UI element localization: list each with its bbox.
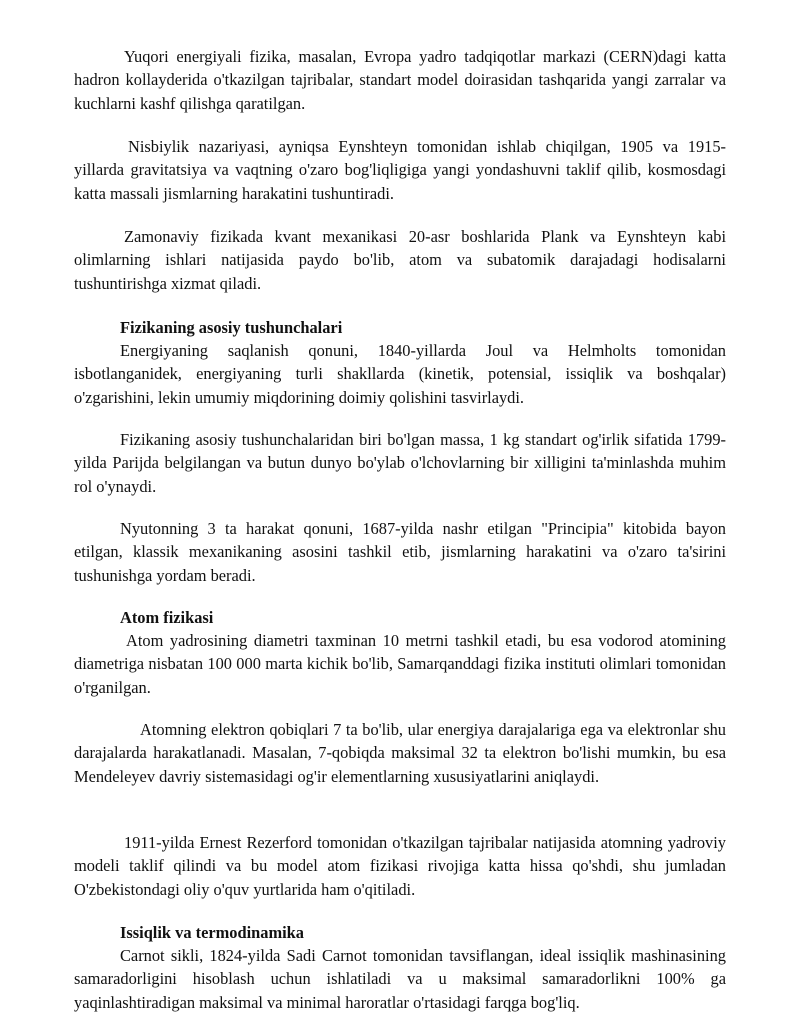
document-page <box>74 0 726 1035</box>
paragraph-newton-laws: Nyutonning 3 ta harakat qonuni, 1687-yilda nashr etilgan "Principia" kitobida bayon etilgan, klassik mexanikaning asosini tashkil etib, jismlarning harakatini va o'zaro ta'sirini tushunishga yordam beradi. <box>74 519 726 585</box>
paragraph-electron-shells: Atomning elektron qobiqlari 7 ta bo'lib, ular energiya darajalariga ega va elektronlar shu darajalarda harakatlanadi. Masalan, 7-qobiqda maksimal 32 ta elektron bo'lishi mumkin, bu esa Mendeleyev davriy sistemasidagi og'ir elementlarning xususiyatlarini aniqlaydi. <box>74 720 726 786</box>
paragraph-energy-conservation: Energiyaning saqlanish qonuni, 1840-yillarda Joul va Helmholts tomonidan isbotlanganidek, energiyaning turli shakllarda (kinetik, potensial, issiqlik va boshqalar) o'zgarishini, lekin umumiy miqdorining doimiy qolishini tasvirlaydi. <box>74 341 726 407</box>
section-heading-thermodynamics: Issiqlik va termodinamika <box>120 923 304 942</box>
section-heading-atomic-physics: Atom fizikasi <box>120 608 214 627</box>
paragraph-cern: Yuqori energiyali fizika, masalan, Evropa yadro tadqiqotlar markazi (CERN)dagi katta hadron kollayderida o'tkazilgan tajribalar, standart model doirasidan tashqarida yangi zarralar va kuchlarni kashf qilishga qaratilgan. <box>74 47 726 113</box>
section-heading-basic-concepts: Fizikaning asosiy tushunchalari <box>120 318 343 337</box>
paragraph-nucleus-diameter: Atom yadrosining diametri taxminan 10 metrni tashkil etadi, bu esa vodorod atomining diametriga nisbatan 100 000 marta kichik bo'lib, Samarqanddagi fizika instituti olimlari tomonidan o'rganilgan. <box>74 631 726 697</box>
paragraph-rutherford: 1911-yilda Ernest Rezerford tomonidan o'tkazilgan tajribalar natijasida atomning yadroviy modeli taklif qilindi va bu model atom fizikasi rivojiga katta hissa qo'shdi, shu jumladan O'zbekistondagi oliy o'quv yurtlarida ham o'qitiladi. <box>74 833 726 899</box>
paragraph-carnot-cycle: Carnot sikli, 1824-yilda Sadi Carnot tomonidan tavsiflangan, ideal issiqlik mashinasining samaradorligini hisoblash uchun ishlatiladi va u maksimal samaradorlikni 100% ga yaqinlashtiradigan maksimal va minimal haroratlar o'rtasidagi farqga bog'liq. <box>74 946 726 1012</box>
paragraph-relativity: Nisbiylik nazariyasi, ayniqsa Eynshteyn tomonidan ishlab chiqilgan, 1905 va 1915-yillarda gravitatsiya va vaqtning o'zaro bog'liqligiga yangi yondashuvni taklif qilib, kosmosdagi katta massali jismlarning harakatini tushuntiradi. <box>74 137 726 203</box>
paragraph-quantum: Zamonaviy fizikada kvant mexanikasi 20-asr boshlarida Plank va Eynshteyn kabi olimlarning ishlari natijasida paydo bo'lib, atom va subatomik darajadagi hodisalarni tushuntirishga xizmat qiladi. <box>74 227 726 293</box>
paragraph-mass-standard: Fizikaning asosiy tushunchalaridan biri bo'lgan massa, 1 kg standart og'irlik sifatida 1799-yilda Parijda belgilangan va butun dunyo bo'ylab o'lchovlarning bir xilligini ta'minlashda muhim rol o'ynaydi. <box>74 430 726 496</box>
